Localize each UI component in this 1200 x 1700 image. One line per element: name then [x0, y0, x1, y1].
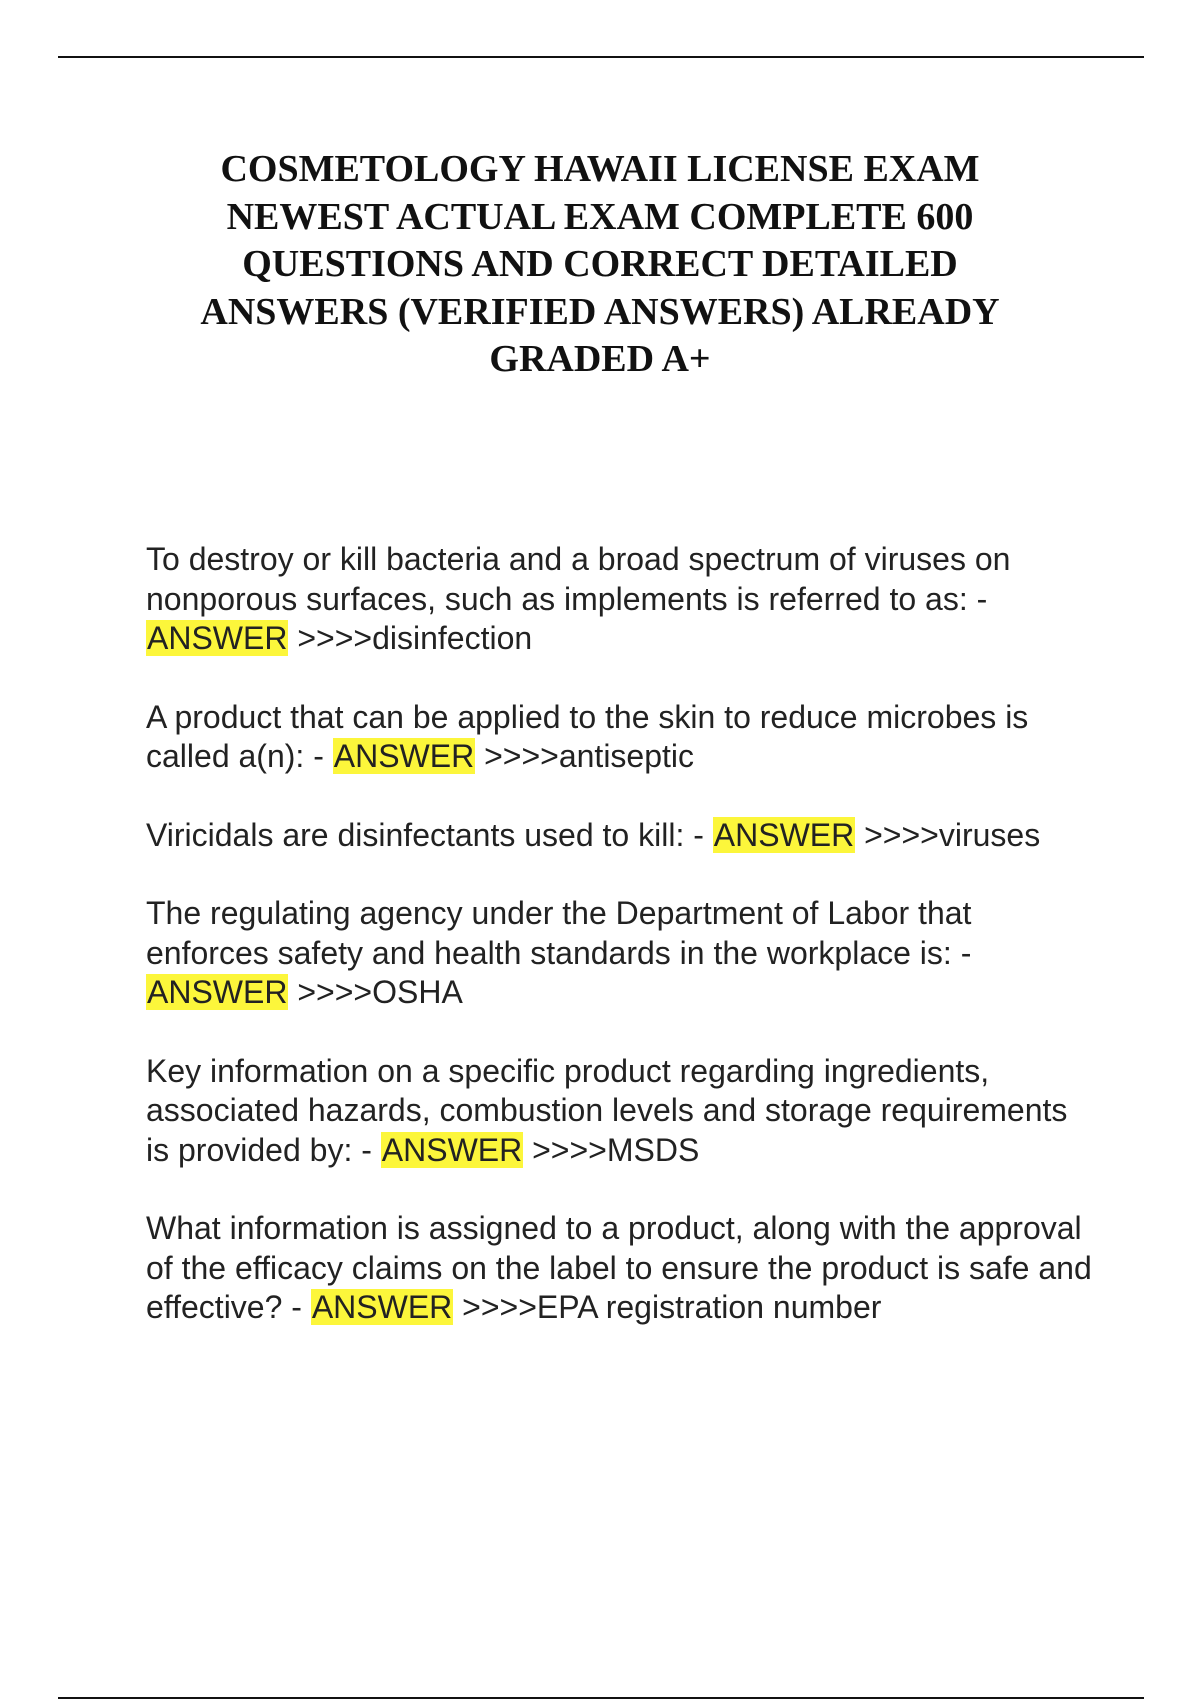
qa-item	[146, 1209, 1096, 1328]
answer-label: ANSWER	[147, 620, 288, 656]
answer-label: ANSWER	[381, 1131, 523, 1168]
qa-item	[146, 698, 1096, 777]
question-text: To destroy or kill bacteria and a broad spectrum of viruses on nonporous surfaces, such as implements is referred to as: -	[146, 541, 1011, 617]
answer-text: >>>>antiseptic	[475, 738, 695, 774]
answer-text: >>>>EPA registration number	[453, 1289, 882, 1325]
qa-item	[146, 894, 1096, 1013]
question-text: What information is assigned to a product, along with the approval of the efficacy claims on the label to ensure the product is safe and effective? -	[146, 1210, 1092, 1325]
question-text: The regulating agency under the Department of Labor that enforces safety and health standards in the workplace is: -	[146, 895, 972, 971]
qa-item	[146, 1052, 1096, 1171]
answer-text: >>>>viruses	[855, 816, 1041, 853]
answer-label: ANSWER	[713, 816, 855, 853]
answer-label: ANSWER	[333, 738, 475, 774]
question-text: A product that can be applied to the skin to reduce microbes is called a(n): -	[146, 698, 1029, 774]
answer-label: ANSWER	[147, 974, 288, 1010]
qa-item	[146, 540, 1096, 659]
document-title: COSMETOLOGY HAWAII LICENSE EXAM NEWEST ACTUAL EXAM COMPLETE 600 QUESTIONS AND CORRECT DETAILED ANSWERS (VERIFIED ANSWERS) ALREADY GRADED A+	[200, 148, 1000, 380]
answer-text: >>>>disinfection	[288, 620, 533, 656]
answer-label: ANSWER	[311, 1289, 453, 1325]
qa-item	[146, 816, 1096, 856]
qa-list	[146, 540, 1096, 1367]
question-text: Key information on a specific product regarding ingredients, associated hazards, combustion levels and storage requirements is provided by: -	[146, 1052, 1068, 1168]
top-rule	[58, 56, 1144, 58]
answer-text: >>>>MSDS	[523, 1131, 700, 1168]
bottom-rule	[58, 1697, 1144, 1699]
question-text: Viricidals are disinfectants used to kill: -	[146, 816, 713, 853]
answer-text: >>>>OSHA	[288, 974, 463, 1010]
